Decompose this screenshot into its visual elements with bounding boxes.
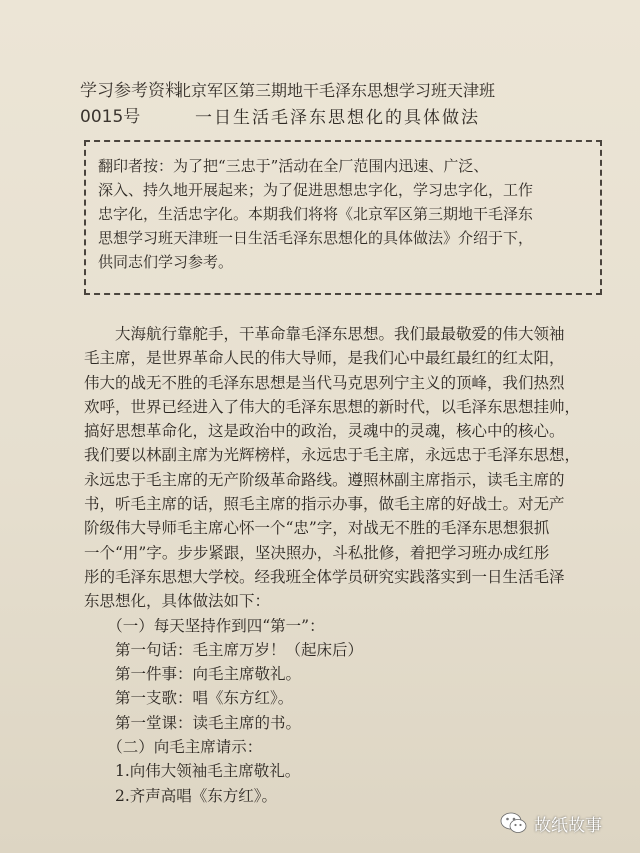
list-item-line: 2.齐声高唱《东方红》。 — [84, 786, 278, 805]
editor-note-text — [98, 154, 588, 274]
stamp-number: 0015号 — [80, 107, 141, 127]
body-line: 书，听毛主席的话，照毛主席的指示办事，做毛主席的好战士。对无产 — [84, 495, 565, 514]
body-line: 我们要以林副主席为光辉榜样，永远忠于毛主席，永远忠于毛泽东思想， — [84, 446, 581, 465]
list-item-line: 第一句话：毛主席万岁！（起床后） — [84, 640, 364, 659]
document-title: 北京军区第三期地干毛泽东思想学习班天津班 — [175, 81, 496, 100]
wechat-icon — [500, 811, 528, 835]
list-item-line: 第一堂课：读毛主席的书。 — [84, 713, 302, 732]
document-subtitle: 一日生活毛泽东思想化的具体做法 — [195, 108, 480, 128]
list-heading-line: （一）每天坚持作到四“第一”： — [84, 616, 325, 635]
wechat-watermark — [500, 805, 602, 841]
body-line: 欢呼，世界已经进入了伟大的毛泽东思想的新时代，以毛泽东思想挂帅， — [84, 397, 581, 416]
list-heading-line: （二）向毛主席请示： — [84, 738, 263, 757]
body-line: 一个“用”字。步步紧跟，坚决照办，斗私批修，着把学习班办成红彤 — [84, 543, 550, 562]
body-line: 毛主席，是世界革命人民的伟大导师，是我们心中最红最红的红太阳， — [84, 349, 565, 368]
stamp-label: 学习参考资料 — [80, 81, 182, 101]
note-line: 供同志们学习参考。 — [98, 253, 234, 271]
document-body — [84, 322, 624, 808]
list-item-line: 1.向伟大领袖毛主席敬礼。 — [84, 762, 301, 781]
body-line: 搞好思想革命化，这是政治中的政治，灵魂中的灵魂，核心中的核心。 — [84, 422, 565, 441]
document-stamp — [80, 78, 182, 130]
note-line: 翻印者按：为了把“三忠于”活动在全厂范围内迅速、广泛、 — [98, 157, 489, 175]
body-line: 永远忠于毛主席的无产阶级革命路线。遵照林副主席指示，读毛主席的 — [84, 470, 565, 489]
body-line: 东思想化，具体做法如下： — [84, 592, 271, 611]
body-line: 大海航行靠舵手，干革命靠毛泽东思想。我们最最敬爱的伟大领袖 — [84, 325, 565, 343]
note-line: 深入、持久地开展起来；为了促进思想忠字化，学习忠字化，工作 — [98, 181, 534, 199]
body-line: 伟大的战无不胜的毛泽东思想是当代马克思列宁主义的顶峰，我们热烈 — [84, 373, 565, 392]
list-item-line: 第一支歌：唱《东方红》。 — [84, 689, 294, 708]
body-line: 彤的毛泽东思想大学校。经我班全体学员研究实践落实到一日生活毛泽 — [84, 567, 565, 586]
body-line: 阶级伟大导师毛主席心怀一个“忠”字，对战无不胜的毛泽东思想狠抓 — [84, 519, 550, 538]
list-item-line: 第一件事：向毛主席敬礼。 — [84, 665, 302, 684]
watermark-label: 故纸故事 — [534, 815, 602, 836]
note-line: 思想学习班天津班一日生活毛泽东思想化的具体做法》介绍于下， — [98, 229, 534, 247]
note-line: 忠字化，生活忠字化。本期我们将将《北京军区第三期地干毛泽东 — [98, 205, 534, 223]
